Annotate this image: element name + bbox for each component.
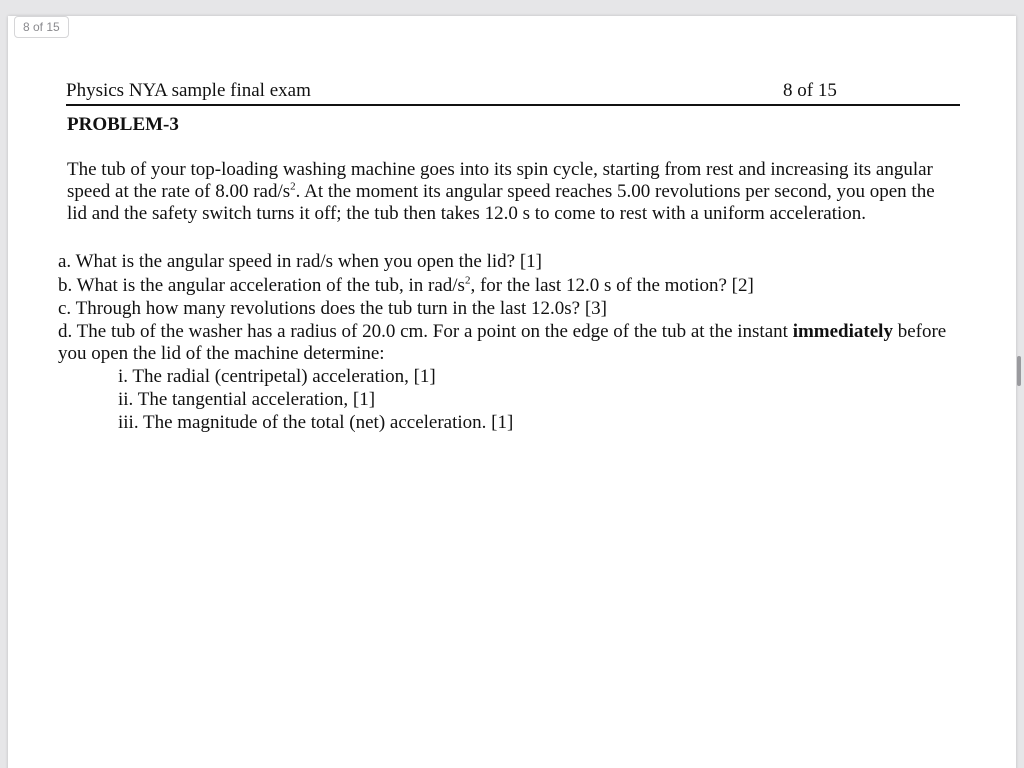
intro-text-1: The tub of your top-loading washing machine goes into its spin cycle, starting from rest and increasing its angular speed at the rate of 8.00 rad/s — [67, 159, 933, 202]
intro-superscript: 2 — [290, 180, 296, 193]
problem-title: PROBLEM-3 — [67, 114, 179, 135]
question-d — [58, 321, 948, 365]
intro-text-2: . At the moment its angular speed reaches 5.00 revolutions per second, you open the lid and the safety switch turns it off; the tub then takes 12.0 s to come to rest with a uniform acceleration. — [67, 181, 935, 224]
sub-question-iii: iii. The magnitude of the total (net) acceleration. [1] — [118, 412, 514, 433]
question-a: a. What is the angular speed in rad/s when you open the lid? [1] — [58, 251, 543, 272]
question-d-text-2: before you open the lid of the machine determine: — [58, 321, 947, 364]
question-b-text-1: b. What is the angular acceleration of the tub, in rad/s — [58, 275, 465, 296]
header-page-number: 8 of 15 — [783, 80, 837, 101]
sub-question-ii: ii. The tangential acceleration, [1] — [118, 389, 376, 410]
question-b-superscript: 2 — [464, 274, 471, 287]
header-title: Physics NYA sample final exam — [66, 80, 311, 101]
page-indicator: 8 of 15 — [14, 16, 69, 38]
question-b — [58, 275, 754, 297]
question-b-text-2: , for the last 12.0 s of the motion? [2] — [470, 275, 754, 296]
question-d-text-1: d. The tub of the washer has a radius of 20.0 cm. For a point on the edge of the tub at the instant — [58, 321, 793, 342]
vertical-scrollbar[interactable] — [1017, 356, 1021, 386]
question-d-bold: immediately — [792, 321, 893, 342]
sub-question-i: i. The radial (centripetal) acceleration, [1] — [118, 366, 436, 387]
page-header — [66, 78, 960, 106]
problem-intro — [67, 159, 947, 225]
question-c: c. Through how many revolutions does the tub turn in the last 12.0s? [3] — [58, 298, 607, 319]
